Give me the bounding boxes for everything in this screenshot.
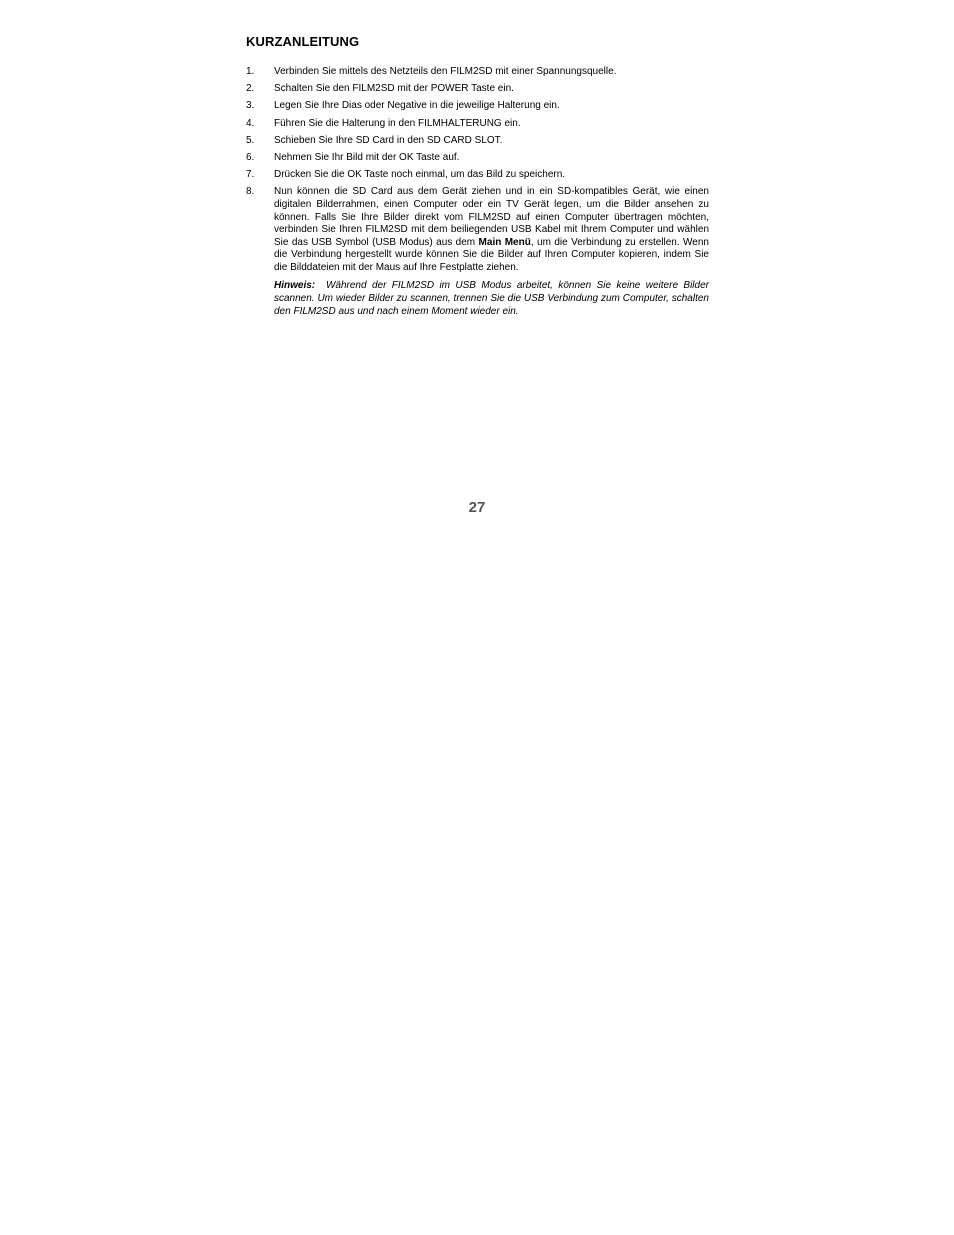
- step-number: 2.: [246, 83, 255, 95]
- step-text: Führen Sie die Halterung in den FILMHALTERUNG ein.: [274, 117, 521, 129]
- step-text-part: , um die Verbindung zu erstellen. Wenn die Verbindung hergestellt wurde können Sie die Bilder auf Ihren Computer kopieren, indem Sie die Bilddateien mit der Maus auf Ihre Festplatte ziehen.: [274, 236, 709, 273]
- step-number: 5.: [246, 134, 255, 146]
- step-number: 4.: [246, 117, 255, 129]
- content-block: [246, 34, 709, 318]
- list-item: [246, 152, 709, 165]
- page-number: 27: [468, 499, 486, 516]
- step-text: Schieben Sie Ihre SD Card in den SD CARD SLOT.: [274, 134, 503, 146]
- steps-list: [246, 66, 709, 274]
- hint-note: [274, 280, 709, 318]
- list-item: [246, 169, 709, 182]
- list-item: [246, 186, 709, 274]
- step-text: Verbinden Sie mittels des Netzteils den FILM2SD mit einer Spannungsquelle.: [274, 66, 617, 77]
- step-text: Nehmen Sie Ihr Bild mit der OK Taste auf.: [274, 151, 460, 163]
- list-item: [246, 100, 709, 113]
- hint-label: Hinweis:: [274, 280, 316, 292]
- hint-text: Während der FILM2SD im USB Modus arbeitet, können Sie keine weitere Bilder scannen. Um wieder Bilder zu scannen, trennen Sie die USB Verbindung zum Computer, schalten den FILM2SD aus und nach einem Moment wieder ein.: [274, 280, 709, 317]
- step-text: Schalten Sie den FILM2SD mit der POWER Taste ein.: [274, 83, 514, 95]
- list-item: [246, 66, 709, 79]
- step-number: 3.: [246, 100, 255, 112]
- step-number: 7.: [246, 169, 255, 181]
- main-menu-emphasis: Main Menü: [478, 236, 531, 248]
- step-number: 6.: [246, 151, 255, 163]
- page-title: KURZANLEITUNG: [246, 34, 360, 49]
- step-text-part: Nun können die SD Card aus dem Gerät ziehen und in ein SD-kompatibles Gerät, wie einen digitalen Bilderrahmen, einen Computer oder ein TV Gerät legen, um die Bilder ansehen zu können. Falls Sie Ihre Bilder direkt vom FILM2SD auf einen Computer übertragen möchten, verbinden Sie Ihren FILM2SD mit dem beiliegenden USB Kabel mit Ihrem Computer und wählen Sie das USB Symbol (USB Modus) aus dem: [274, 186, 709, 248]
- step-text: Drücken Sie die OK Taste noch einmal, um das Bild zu speichern.: [274, 169, 566, 181]
- step-text: [274, 186, 709, 274]
- list-item: [246, 135, 709, 148]
- step-number: 1.: [246, 66, 255, 77]
- list-item: [246, 118, 709, 131]
- step-number: 8.: [246, 186, 255, 198]
- step-text: Legen Sie Ihre Dias oder Negative in die jeweilige Halterung ein.: [274, 100, 560, 112]
- list-item: [246, 83, 709, 96]
